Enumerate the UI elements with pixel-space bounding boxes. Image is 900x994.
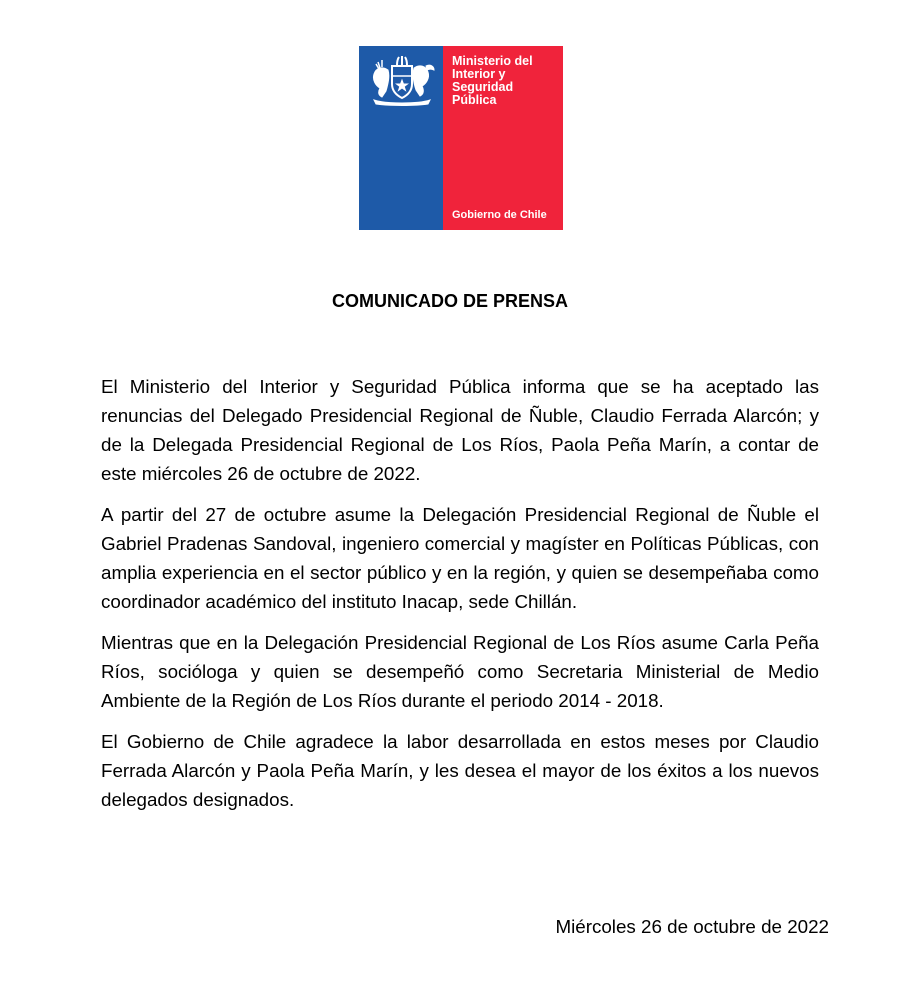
document-title: COMUNICADO DE PRENSA: [331, 291, 568, 311]
paragraph: El Gobierno de Chile agradece la labor desarrollada en estos meses por Claudio Ferrada Alarcón y Paola Peña Marín, y les desea el mayor de los éxitos a los nuevos delegados designados.: [101, 731, 819, 810]
paragraph: A partir del 27 de octubre asume la Delegación Presidencial Regional de Ñuble el Gabriel Pradenas Sandoval, ingeniero comercial y magíster en Políticas Públicas, con amplia experiencia en el sector público y en la región, y quien se desempeñaba como coordinador académico del instituto Inacap, sede Chillán.: [101, 504, 819, 612]
logo-ministry-name: Ministerio del Interior y Seguridad Pública: [452, 54, 533, 107]
paragraph: Mientras que en la Delegación Presidencial Regional de Los Ríos asume Carla Peña Ríos, socióloga y quien se desempeñó como Secretaria Ministerial de Medio Ambiente de la Región de Los Ríos durante el periodo 2014 - 2018.: [101, 632, 819, 711]
logo-blue-panel: [359, 46, 443, 230]
chile-coat-of-arms-icon: [366, 54, 438, 106]
ministry-logo: [359, 46, 563, 230]
document-date: Miércoles 26 de octubre de 2022: [555, 916, 829, 937]
document-body: [101, 372, 819, 826]
logo-emblem-area: [359, 46, 443, 116]
logo-red-panel: [443, 46, 563, 230]
paragraph: El Ministerio del Interior y Seguridad Pública informa que se ha aceptado las renuncias del Delegado Presidencial Regional de Ñuble, Claudio Ferrada Alarcón; y de la Delegada Presidencial Regional de Los Ríos, Paola Peña Marín, a contar de este miércoles 26 de octubre de 2022.: [101, 376, 819, 484]
logo-government-name: Gobierno de Chile: [452, 209, 547, 221]
